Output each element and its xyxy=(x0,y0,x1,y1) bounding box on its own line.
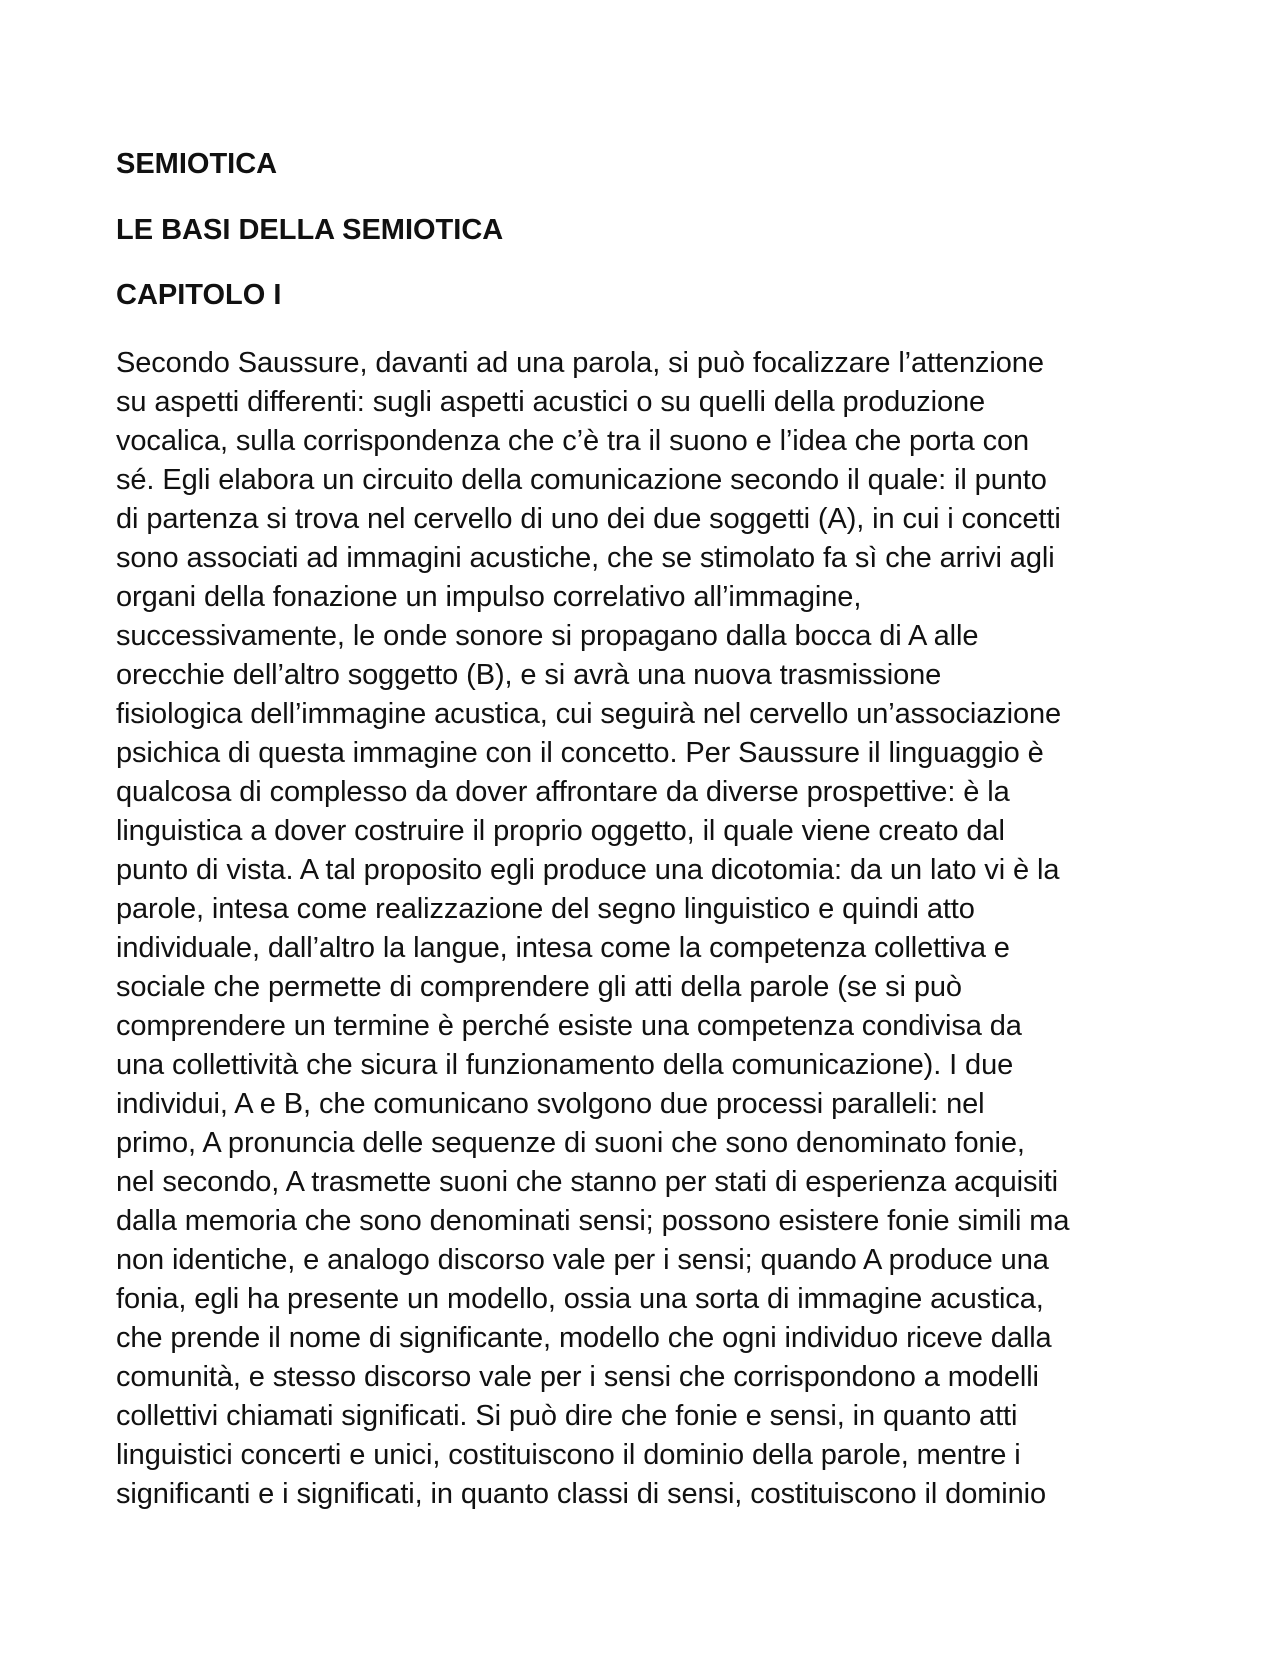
text-line: organi della fonazione un impulso correlativo all’immagine, xyxy=(116,581,862,613)
text-line: che prende il nome di significante, modello che ogni individuo riceve dalla xyxy=(116,1322,1052,1354)
text-line: linguistica a dover costruire il proprio oggetto, il quale viene creato dal xyxy=(116,815,1005,847)
text-line: significanti e i significati, in quanto classi di sensi, costituiscono il dominio xyxy=(116,1478,1047,1510)
text-line: parole, intesa come realizzazione del segno linguistico e quindi atto xyxy=(116,893,975,925)
text-line: individuale, dall’altro la langue, intesa come la competenza collettiva e xyxy=(116,932,1010,964)
document-subtitle: LE BASI DELLA SEMIOTICA xyxy=(116,214,504,246)
text-line: nel secondo, A trasmette suoni che stanno per stati di esperienza acquisiti xyxy=(116,1166,1059,1198)
text-line: di partenza si trova nel cervello di uno dei due soggetti (A), in cui i concetti xyxy=(116,503,1061,535)
text-line: Secondo Saussure, davanti ad una parola, si può focalizzare l’attenzione xyxy=(116,347,1044,379)
text-line: orecchie dell’altro soggetto (B), e si avrà una nuova trasmissione xyxy=(116,659,942,691)
text-line: primo, A pronuncia delle sequenze di suoni che sono denominato fonie, xyxy=(116,1127,1025,1159)
text-line: sono associati ad immagini acustiche, che se stimolato fa sì che arrivi agli xyxy=(116,542,1055,574)
chapter-heading: CAPITOLO I xyxy=(116,279,282,311)
document-content xyxy=(116,146,1196,1514)
text-line: individui, A e B, che comunicano svolgono due processi paralleli: nel xyxy=(116,1088,985,1120)
document-title: SEMIOTICA xyxy=(116,148,278,180)
text-line: fisiologica dell’immagine acustica, cui seguirà nel cervello un’associazione xyxy=(116,698,1062,730)
text-line: qualcosa di complesso da dover affrontare da diverse prospettive: è la xyxy=(116,776,1010,808)
text-line: fonia, egli ha presente un modello, ossia una sorta di immagine acustica, xyxy=(116,1283,1044,1315)
text-line: una collettività che sicura il funzionamento della comunicazione). I due xyxy=(116,1049,1014,1081)
body-paragraph xyxy=(116,344,1196,1514)
text-line: collettivi chiamati significati. Si può dire che fonie e sensi, in quanto atti xyxy=(116,1400,1018,1432)
text-line: linguistici concerti e unici, costituiscono il dominio della parole, mentre i xyxy=(116,1439,1021,1471)
text-line: comprendere un termine è perché esiste una competenza condivisa da xyxy=(116,1010,1022,1042)
text-line: punto di vista. A tal proposito egli produce una dicotomia: da un lato vi è la xyxy=(116,854,1060,886)
text-line: vocalica, sulla corrispondenza che c’è tra il suono e l’idea che porta con xyxy=(116,425,1030,457)
text-line: non identiche, e analogo discorso vale per i sensi; quando A produce una xyxy=(116,1244,1049,1276)
text-line: successivamente, le onde sonore si propagano dalla bocca di A alle xyxy=(116,620,979,652)
text-line: dalla memoria che sono denominati sensi; possono esistere fonie simili ma xyxy=(116,1205,1070,1237)
text-line: sé. Egli elabora un circuito della comunicazione secondo il quale: il punto xyxy=(116,464,1047,496)
text-line: sociale che permette di comprendere gli atti della parole (se si può xyxy=(116,971,962,1003)
text-line: comunità, e stesso discorso vale per i sensi che corrispondono a modelli xyxy=(116,1361,1039,1393)
text-line: psichica di questa immagine con il concetto. Per Saussure il linguaggio è xyxy=(116,737,1044,769)
text-line: su aspetti differenti: sugli aspetti acustici o su quelli della produzione xyxy=(116,386,986,418)
